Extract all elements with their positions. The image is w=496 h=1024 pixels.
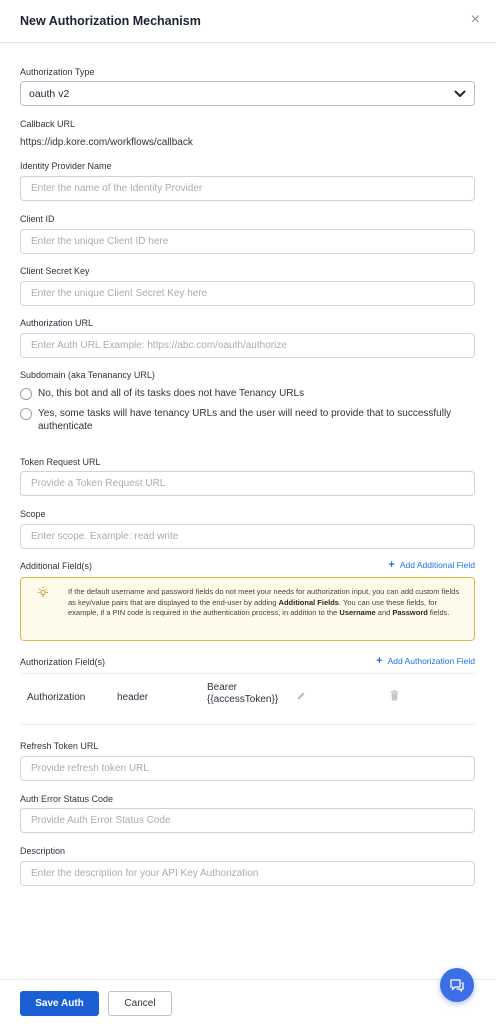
radio-no[interactable]	[20, 388, 32, 400]
auth-url-label: Authorization URL	[20, 318, 94, 328]
modal-footer	[0, 979, 496, 1024]
token-url-input[interactable]	[20, 471, 475, 496]
table-row	[20, 673, 475, 725]
auth-type-select[interactable]	[20, 81, 475, 106]
lightbulb-icon	[37, 586, 49, 598]
client-secret-input[interactable]	[20, 281, 475, 306]
save-auth-button[interactable]: Save Auth	[20, 991, 99, 1016]
client-id-input[interactable]	[20, 229, 475, 254]
close-icon[interactable]: ×	[470, 11, 480, 28]
add-auth-field-button[interactable]	[376, 656, 475, 666]
subdomain-option-yes-label: Yes, some tasks will have tenancy URLs and the user will need to provide that to successfully authenticate	[38, 408, 452, 432]
client-id-label: Client ID	[20, 214, 55, 224]
refresh-url-label: Refresh Token URL	[20, 741, 99, 751]
scope-input[interactable]	[20, 524, 475, 549]
subdomain-label: Subdomain (aka Tenanancy URL)	[20, 370, 155, 380]
trash-icon[interactable]	[390, 690, 399, 701]
auth-field-location: header	[117, 692, 149, 703]
chevron-down-icon	[454, 89, 466, 99]
callback-url-value: https://idp.kore.com/workflows/callback	[20, 137, 193, 148]
subdomain-option-no[interactable]	[20, 387, 458, 400]
add-auth-field-label: Add Authorization Field	[387, 656, 475, 666]
auth-type-label: Authorization Type	[20, 67, 95, 77]
callback-url-label: Callback URL	[20, 119, 76, 129]
info-note	[20, 577, 475, 641]
pencil-icon[interactable]	[296, 691, 306, 701]
modal-header	[0, 0, 496, 43]
token-url-label: Token Request URL	[20, 457, 101, 467]
add-additional-field-label: Add Additional Field	[399, 560, 475, 570]
info-note-text: If the default username and password fields do not meet your needs for authorization input, you can add custom fields as key/value pairs that are displayed to the end-user by adding Additional Fields. You can use these fields, for example, if a PIN code is required in the authentication process, in addition to the Username and Password fields.	[68, 587, 460, 618]
error-code-label: Auth Error Status Code	[20, 794, 114, 804]
plus-icon: +	[388, 559, 395, 571]
client-secret-label: Client Secret Key	[20, 266, 90, 276]
auth-field-key: Authorization	[27, 692, 86, 703]
subdomain-option-no-label: No, this bot and all of its tasks does not have Tenancy URLs	[38, 388, 305, 399]
additional-fields-label: Additional Field(s)	[20, 561, 93, 571]
scope-label: Scope	[20, 509, 46, 519]
modal-title: New Authorization Mechanism	[20, 14, 201, 28]
description-label: Description	[20, 846, 66, 856]
error-code-input[interactable]	[20, 808, 475, 833]
auth-field-value: Bearer {{accessToken}}	[207, 682, 279, 705]
plus-icon: +	[376, 655, 383, 667]
description-input[interactable]	[20, 861, 475, 886]
refresh-url-input[interactable]	[20, 756, 475, 781]
auth-url-input[interactable]	[20, 333, 475, 358]
subdomain-option-yes[interactable]	[20, 407, 458, 433]
auth-type-value: oauth v2	[29, 88, 70, 100]
idp-name-label: Identity Provider Name	[20, 161, 112, 171]
cancel-button[interactable]: Cancel	[108, 991, 172, 1016]
idp-name-input[interactable]	[20, 176, 475, 201]
chat-icon	[449, 977, 465, 993]
auth-fields-label: Authorization Field(s)	[20, 657, 106, 667]
chat-button[interactable]	[440, 968, 474, 1002]
radio-yes[interactable]	[20, 408, 32, 420]
add-additional-field-button[interactable]	[388, 560, 475, 570]
